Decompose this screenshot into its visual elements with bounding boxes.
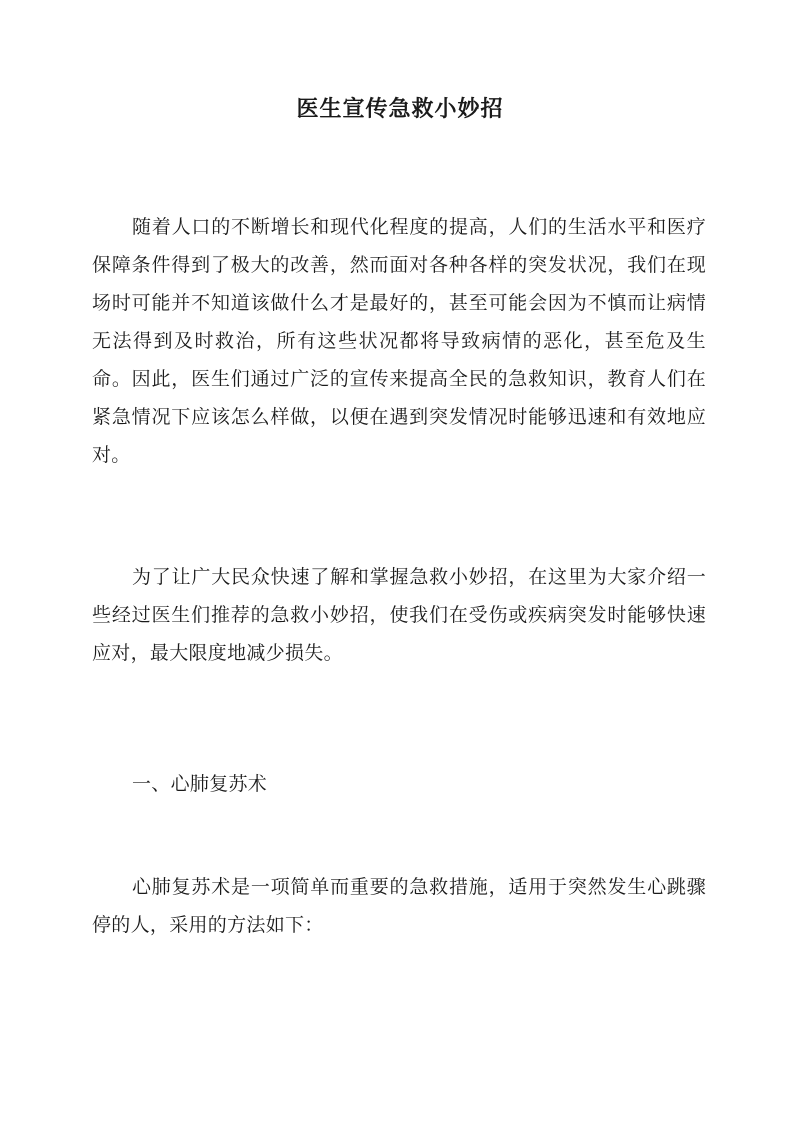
document-title: 医生宣传急救小妙招 (296, 96, 504, 122)
intro-paragraph: 随着人口的不断增长和现代化程度的提高，人们的生活水平和医疗保障条件得到了极大的改善，然而面对各种各样的突发状况，我们在现场时可能并不知道该做什么才是最好的，甚至可能会因为不慎而让病情无法得到及时救治，所有这些状况都将导致病情的恶化，甚至危及生命。因此，医生们通过广泛的宣传来提高全民的急救知识，教育人们在紧急情况下应该怎么样做，以便在遇到突发情况时能够迅速和有效地应对。 (92, 216, 706, 466)
purpose-paragraph: 为了让广大民众快速了解和掌握急救小妙招，在这里为大家介绍一些经过医生们推荐的急救小妙招，使我们在受伤或疾病突发时能够快速应对，最大限度地减少损失。 (92, 566, 706, 664)
cpr-paragraph: 心肺复苏术是一项简单而重要的急救措施，适用于突然发生心跳骤停的人，采用的方法如下： (92, 876, 706, 936)
section-heading-cpr: 一、心肺复苏术 (132, 773, 268, 795)
